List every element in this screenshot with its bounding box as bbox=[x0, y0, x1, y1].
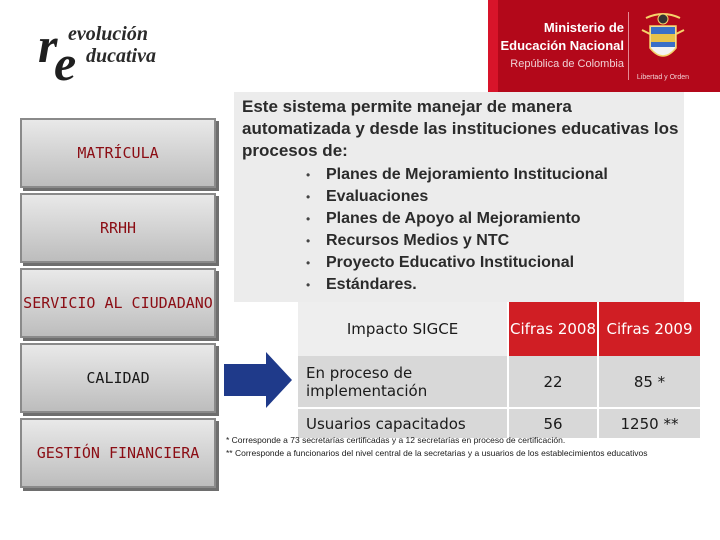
footnotes bbox=[226, 434, 716, 460]
bullet-icon: • bbox=[306, 278, 311, 292]
system-description-panel bbox=[234, 92, 684, 302]
table-cell: 1250 ** bbox=[598, 408, 700, 438]
table-header-cell: Cifras 2009 bbox=[598, 302, 700, 356]
banner-accent-bar bbox=[488, 0, 498, 92]
logo-letter-e: e bbox=[54, 35, 77, 91]
table-cell: 85 * bbox=[598, 356, 700, 408]
process-label: Evaluaciones bbox=[326, 188, 429, 205]
banner-divider bbox=[628, 12, 629, 80]
table-header-cell: Impacto SIGCE bbox=[298, 302, 508, 356]
system-description-text: Este sistema permite manejar de manera automatizada y desde las instituciones educativas los procesos de: bbox=[242, 97, 679, 160]
table-cell: 22 bbox=[508, 356, 598, 408]
table-cell: En proceso de implementación bbox=[298, 356, 508, 408]
ministry-line-3: República de Colombia bbox=[510, 58, 624, 70]
menu-rrhh-button[interactable]: RRHH bbox=[20, 193, 216, 263]
table-row bbox=[298, 356, 700, 408]
table-cell: Usuarios capacitados bbox=[298, 408, 508, 438]
ministry-line-2: Educación Nacional bbox=[500, 38, 624, 53]
process-list bbox=[306, 164, 608, 296]
ministry-line-1: Ministerio de bbox=[543, 20, 624, 35]
impacto-sigce-table bbox=[298, 302, 700, 438]
process-label: Planes de Mejoramiento Institucional bbox=[326, 166, 608, 183]
menu-gestion-financiera-button[interactable]: GESTIÓN FINANCIERA bbox=[20, 418, 216, 488]
menu-servicio-ciudadano-button[interactable]: SERVICIO AL CIUDADANO bbox=[20, 268, 216, 338]
bullet-icon: • bbox=[306, 234, 311, 248]
table-header-row bbox=[298, 302, 700, 356]
colombia-coat-of-arms-icon bbox=[640, 10, 686, 72]
process-list-item bbox=[306, 164, 608, 186]
logo-word-2: ducativa bbox=[86, 45, 156, 67]
process-list-item bbox=[306, 252, 608, 274]
footnote-2: ** Corresponde a funcionarios del nivel central de la secretarias y a usuarios de los establecimientos educativos bbox=[226, 448, 648, 458]
process-list-item bbox=[306, 274, 608, 296]
bullet-icon: • bbox=[306, 256, 311, 270]
footnote-1: * Corresponde a 73 secretarías certificadas y a 12 secretarías en proceso de certificación. bbox=[226, 435, 566, 445]
revolucion-educativa-logo bbox=[38, 14, 188, 91]
table-header-cell: Cifras 2008 bbox=[508, 302, 598, 356]
table-cell: 56 bbox=[508, 408, 598, 438]
menu-matricula-button[interactable]: MATRÍCULA bbox=[20, 118, 216, 188]
ministry-banner bbox=[488, 0, 720, 92]
menu-calidad-button[interactable]: CALIDAD bbox=[20, 343, 216, 413]
process-list-item bbox=[306, 230, 608, 252]
bullet-icon: • bbox=[306, 212, 311, 226]
right-arrow-icon bbox=[224, 350, 294, 410]
process-label: Proyecto Educativo Institucional bbox=[326, 254, 575, 271]
process-list-item bbox=[306, 208, 608, 230]
process-label: Recursos Medios y NTC bbox=[326, 232, 510, 249]
logo-word-1: evolución bbox=[68, 23, 148, 45]
ministry-motto: Libertad y Orden bbox=[636, 74, 690, 81]
bullet-icon: • bbox=[306, 168, 311, 182]
logo-letter-r: r bbox=[38, 17, 58, 73]
process-label: Planes de Apoyo al Mejoramiento bbox=[326, 210, 581, 227]
process-list-item bbox=[306, 186, 608, 208]
process-label: Estándares. bbox=[326, 276, 417, 293]
bullet-icon: • bbox=[306, 190, 311, 204]
